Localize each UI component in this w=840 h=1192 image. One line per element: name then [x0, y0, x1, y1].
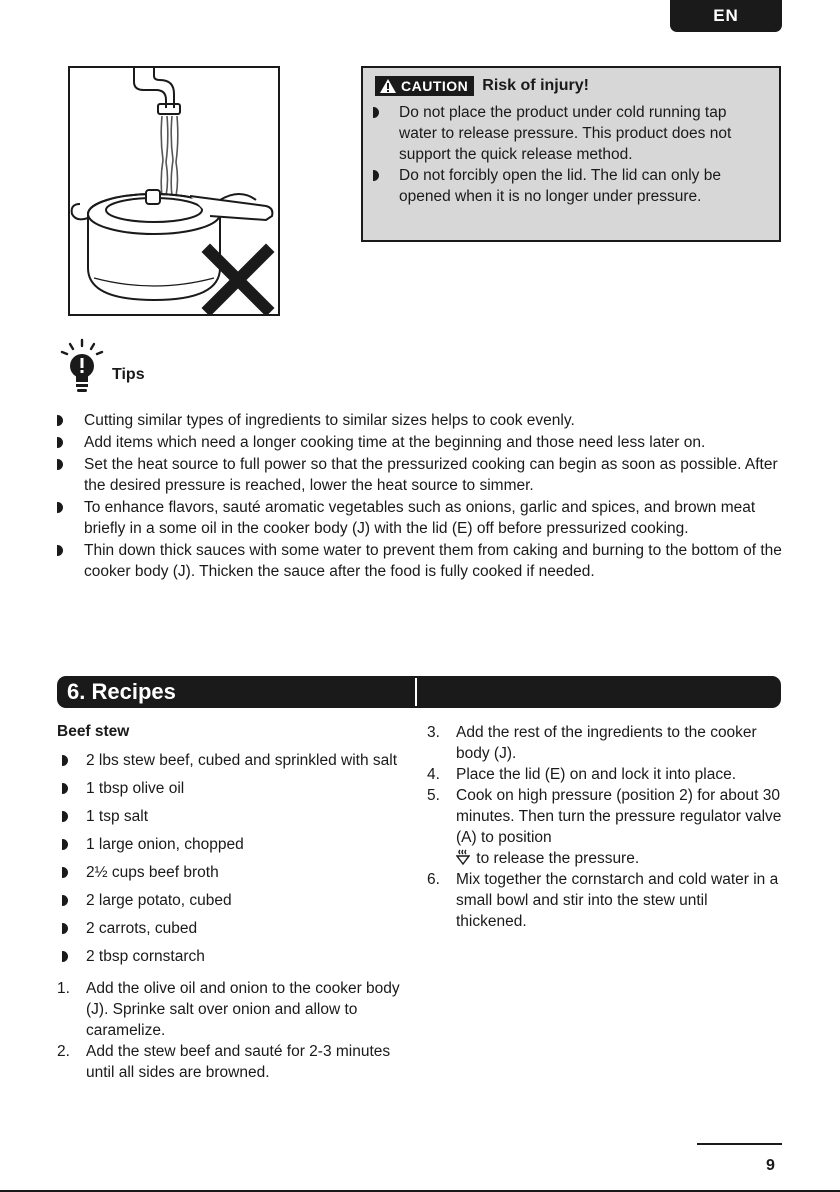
tip-item: Thin down thick sauces with some water to prevent them from caking and burning to the bottom of the cooker body (J). Thicken the sauce after the food is fully cooked if needed.	[57, 540, 785, 582]
step-number: 3.	[427, 724, 440, 741]
recipe-step: 2. Add the stew beef and sauté for 2-3 minutes until all sides are browned.	[57, 1043, 391, 1081]
tip-item: Add items which need a longer cooking time at the beginning and those need less later on.	[57, 432, 785, 453]
bullet-icon	[62, 811, 68, 822]
caution-badge-label: CAUTION	[401, 78, 469, 94]
caution-item: Do not place the product under cold running tap water to release pressure. This product does not support the quick release method.	[373, 102, 767, 165]
tips-list	[57, 410, 785, 583]
recipe-title: Beef stew	[57, 723, 130, 740]
recipe-step: 3. Add the rest of the ingredients to the cooker body (J).	[427, 724, 757, 762]
ingredient-item: 1 tbsp olive oil	[57, 778, 412, 799]
recipe-step: 5. Cook on high pressure (position 2) for about 30 minutes. Then turn the pressure regulator valve (A) to position to release the pressure.	[427, 787, 782, 867]
warning-triangle-icon	[379, 78, 397, 94]
section-title-text: Recipes	[91, 679, 176, 704]
ingredient-list	[57, 750, 412, 967]
footer-rule	[697, 1143, 782, 1145]
recipe-right-column	[427, 722, 782, 932]
ingredient-item: 1 tsp salt	[57, 806, 412, 827]
bullet-icon	[62, 895, 68, 906]
lightbulb-icon	[60, 338, 104, 394]
bullet-icon	[57, 459, 63, 470]
step-number: 4.	[427, 766, 440, 783]
ingredient-item: 2 tbsp cornstarch	[57, 946, 412, 967]
tip-item: Cutting similar types of ingredients to similar sizes helps to cook evenly.	[57, 410, 785, 431]
tips-header	[60, 338, 145, 394]
pressure-cooker-under-tap-drawing	[70, 68, 278, 314]
recipe-step: 6. Mix together the cornstarch and cold water in a small bowl and stir into the stew until thickened.	[427, 871, 779, 930]
bullet-icon	[62, 839, 68, 850]
bullet-icon	[57, 415, 63, 426]
bullet-icon	[373, 107, 379, 118]
section-title	[67, 676, 176, 708]
ingredient-item: 2 large potato, cubed	[57, 890, 412, 911]
cold-water-prohibited-illustration	[68, 66, 280, 316]
caution-list	[373, 102, 767, 207]
steam-release-position-icon	[456, 849, 470, 865]
page-number: 9	[766, 1157, 775, 1174]
section-number: 6.	[67, 679, 86, 704]
step-number: 6.	[427, 871, 440, 888]
tips-label: Tips	[112, 366, 145, 383]
section-heading-bar	[57, 676, 781, 708]
recipe-steps-right	[427, 722, 782, 932]
recipe-steps-left	[57, 978, 412, 1083]
bullet-icon	[62, 923, 68, 934]
section-divider	[415, 678, 417, 706]
language-tab	[670, 0, 782, 32]
step-number: 1.	[57, 980, 70, 997]
bullet-icon	[62, 867, 68, 878]
bullet-icon	[62, 755, 68, 766]
caution-item: Do not forcibly open the lid. The lid can only be opened when it is no longer under pressure.	[373, 165, 767, 207]
tip-item: Set the heat source to full power so that the pressurized cooking can begin as soon as possible. After the desired pressure is reached, lower the heat source to simmer.	[57, 454, 785, 496]
caution-title: Risk of injury!	[482, 77, 589, 94]
recipe-step: 4. Place the lid (E) on and lock it into place.	[427, 766, 737, 783]
recipe-left-column	[57, 722, 412, 1083]
step-number: 5.	[427, 787, 440, 804]
caution-header	[375, 76, 767, 96]
bullet-icon	[57, 502, 63, 513]
bullet-icon	[62, 783, 68, 794]
language-label: EN	[713, 6, 739, 25]
bullet-icon	[57, 437, 63, 448]
ingredient-item: 1 large onion, chopped	[57, 834, 412, 855]
caution-badge	[375, 76, 474, 96]
bullet-icon	[57, 545, 63, 556]
ingredient-item: 2½ cups beef broth	[57, 862, 412, 883]
recipe-step: 1. Add the olive oil and onion to the cooker body (J). Sprinke salt over onion and allow to caramelize.	[57, 980, 400, 1039]
ingredient-item: 2 carrots, cubed	[57, 918, 412, 939]
bullet-icon	[373, 170, 379, 181]
ingredient-item: 2 lbs stew beef, cubed and sprinkled with salt	[57, 750, 412, 771]
step-number: 2.	[57, 1043, 70, 1060]
caution-box	[361, 66, 781, 242]
tip-item: To enhance flavors, sauté aromatic vegetables such as onions, garlic and spices, and brown meat briefly in a some oil in the cooker body (J) with the lid (E) off before pressurized cooking.	[57, 497, 785, 539]
bullet-icon	[62, 951, 68, 962]
